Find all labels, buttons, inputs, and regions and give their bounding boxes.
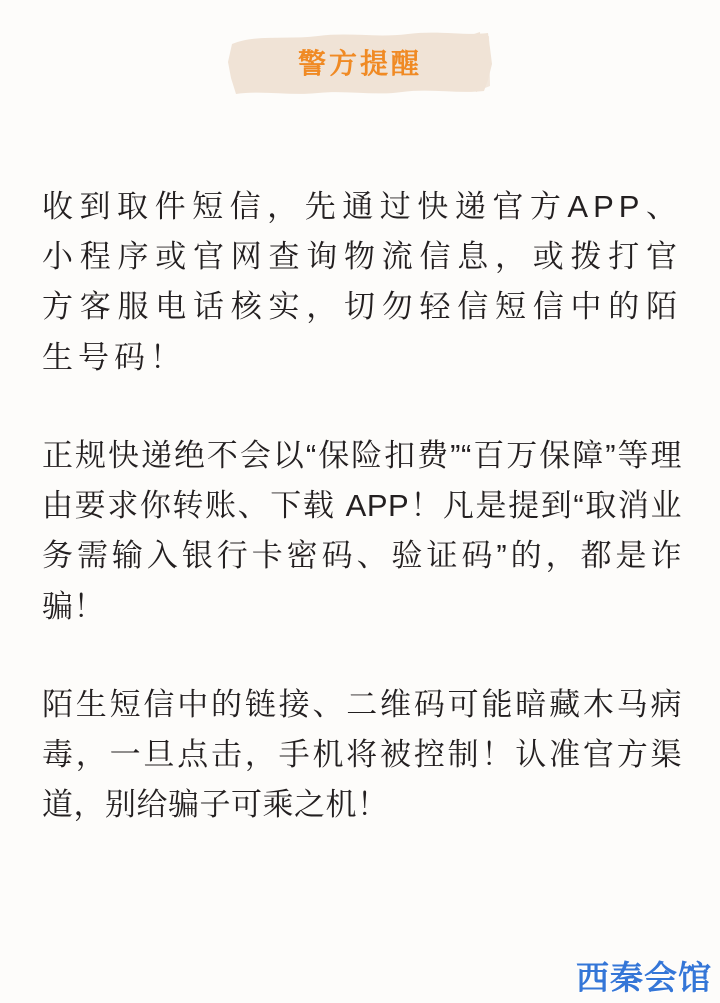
paragraph-1: 收到取件短信，先通过快递官方APP、小程序或官网查询物流信息，或拨打官方客服电话核实，切勿轻信短信中的陌生号码！ <box>42 189 682 375</box>
banner-inner <box>226 28 494 96</box>
watermark-label: 西秦会馆 <box>576 961 712 997</box>
paragraph-2: 正规快递绝不会以“保险扣费”“百万保障”等理由要求你转账、下载 APP！凡是提到“取消业务需输入银行卡密码、验证码”的，都是诈骗！ <box>42 437 682 624</box>
article-body <box>42 182 682 830</box>
page-title: 警方提醒 <box>297 48 422 79</box>
header-banner <box>0 22 720 102</box>
paragraph-3: 陌生短信中的链接、二维码可能暗藏木马病毒，一旦点击，手机将被控制！认准官方渠道，别给骗子可乘之机！ <box>42 686 682 823</box>
